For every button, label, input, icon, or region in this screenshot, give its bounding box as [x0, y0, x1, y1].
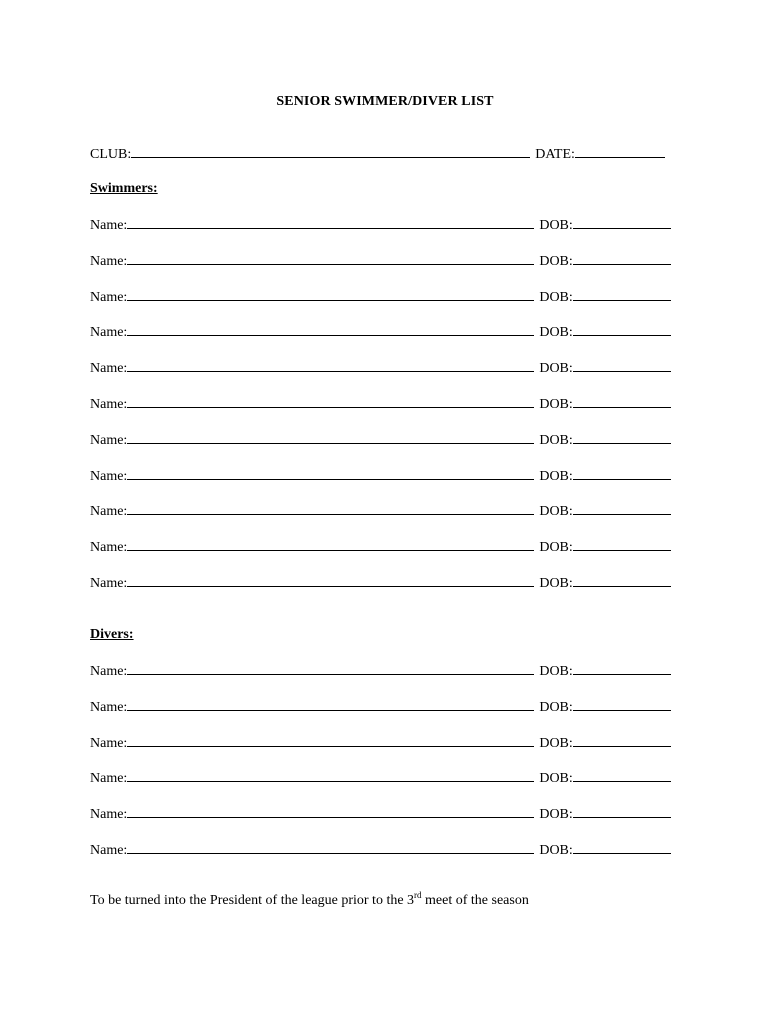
name-field[interactable] [127, 840, 534, 854]
dob-label: DOB: [539, 289, 573, 305]
entry-row [90, 466, 671, 484]
name-label: Name: [90, 468, 128, 484]
name-label: Name: [90, 807, 128, 823]
dob-label: DOB: [539, 218, 573, 233]
dob-field[interactable] [573, 466, 671, 480]
dob-field[interactable] [573, 573, 671, 587]
name-field[interactable] [127, 804, 534, 818]
name-field[interactable] [127, 768, 534, 782]
name-field[interactable] [127, 733, 534, 747]
dob-field[interactable] [573, 733, 671, 747]
dob-label: DOB: [539, 699, 573, 715]
entry-row [90, 804, 671, 822]
name-field[interactable] [127, 287, 534, 301]
dob-field[interactable] [573, 661, 671, 675]
dob-field[interactable] [573, 804, 671, 818]
dob-label: DOB: [539, 253, 573, 269]
name-field[interactable] [127, 358, 534, 372]
dob-field[interactable] [573, 768, 671, 782]
entry-row [90, 573, 671, 591]
name-label: Name: [90, 397, 128, 412]
entry-row [90, 215, 671, 233]
name-label: Name: [90, 540, 128, 556]
dob-label: DOB: [539, 504, 573, 520]
dob-label: DOB: [539, 397, 573, 412]
name-label: Name: [90, 771, 128, 787]
dob-field[interactable] [573, 840, 671, 854]
entry-row [90, 768, 671, 786]
name-label: Name: [90, 735, 128, 751]
entry-row [90, 697, 671, 715]
name-field[interactable] [127, 322, 534, 336]
name-label: Name: [90, 218, 128, 233]
dob-label: DOB: [539, 771, 573, 787]
entry-row [90, 287, 671, 305]
date-label: DATE: [535, 147, 575, 162]
entry-row [90, 661, 671, 679]
dob-field[interactable] [573, 501, 671, 515]
name-label: Name: [90, 325, 128, 341]
name-label: Name: [90, 253, 128, 269]
name-field[interactable] [127, 251, 534, 265]
name-label: Name: [90, 504, 128, 520]
club-date-row [90, 144, 665, 162]
dob-label: DOB: [539, 468, 573, 484]
entry-row [90, 251, 671, 269]
name-field[interactable] [127, 573, 534, 587]
name-label: Name: [90, 289, 128, 305]
footer-superscript: rd [414, 890, 422, 900]
dob-label: DOB: [539, 664, 573, 679]
date-field[interactable] [575, 144, 665, 158]
entry-row [90, 501, 671, 519]
dob-label: DOB: [539, 361, 573, 377]
name-field[interactable] [127, 430, 534, 444]
dob-label: DOB: [539, 540, 573, 556]
name-label: Name: [90, 664, 128, 679]
name-field[interactable] [127, 394, 534, 408]
dob-field[interactable] [573, 394, 671, 408]
footer-text-end: meet of the season [421, 893, 529, 908]
divers-heading: Divers: [90, 627, 134, 642]
name-label: Name: [90, 576, 128, 591]
name-field[interactable] [127, 466, 534, 480]
entry-row [90, 733, 671, 751]
name-label: Name: [90, 699, 128, 715]
name-field[interactable] [127, 501, 534, 515]
footer-note [90, 890, 529, 909]
entry-row [90, 430, 671, 448]
dob-field[interactable] [573, 322, 671, 336]
dob-field[interactable] [573, 251, 671, 265]
name-label: Name: [90, 843, 128, 858]
dob-field[interactable] [573, 287, 671, 301]
name-field[interactable] [127, 537, 534, 551]
club-field[interactable] [131, 144, 530, 158]
entry-row [90, 840, 671, 858]
dob-field[interactable] [573, 697, 671, 711]
dob-label: DOB: [539, 843, 573, 858]
swimmers-heading: Swimmers: [90, 181, 158, 196]
name-field[interactable] [127, 661, 534, 675]
entry-row [90, 358, 671, 376]
entry-row [90, 394, 671, 412]
dob-field[interactable] [573, 215, 671, 229]
dob-field[interactable] [573, 537, 671, 551]
dob-label: DOB: [539, 325, 573, 341]
dob-field[interactable] [573, 430, 671, 444]
entry-row [90, 322, 671, 340]
club-label: CLUB: [90, 147, 132, 162]
footer-text: To be turned into the President of the league prior to the 3 [90, 893, 415, 908]
dob-label: DOB: [539, 807, 573, 823]
entry-row [90, 537, 671, 555]
page-title: SENIOR SWIMMER/DIVER LIST [276, 94, 494, 109]
name-field[interactable] [127, 697, 534, 711]
name-label: Name: [90, 432, 128, 448]
dob-field[interactable] [573, 358, 671, 372]
dob-label: DOB: [539, 576, 573, 591]
name-field[interactable] [127, 215, 534, 229]
name-label: Name: [90, 361, 128, 377]
dob-label: DOB: [539, 735, 573, 751]
dob-label: DOB: [539, 432, 573, 448]
